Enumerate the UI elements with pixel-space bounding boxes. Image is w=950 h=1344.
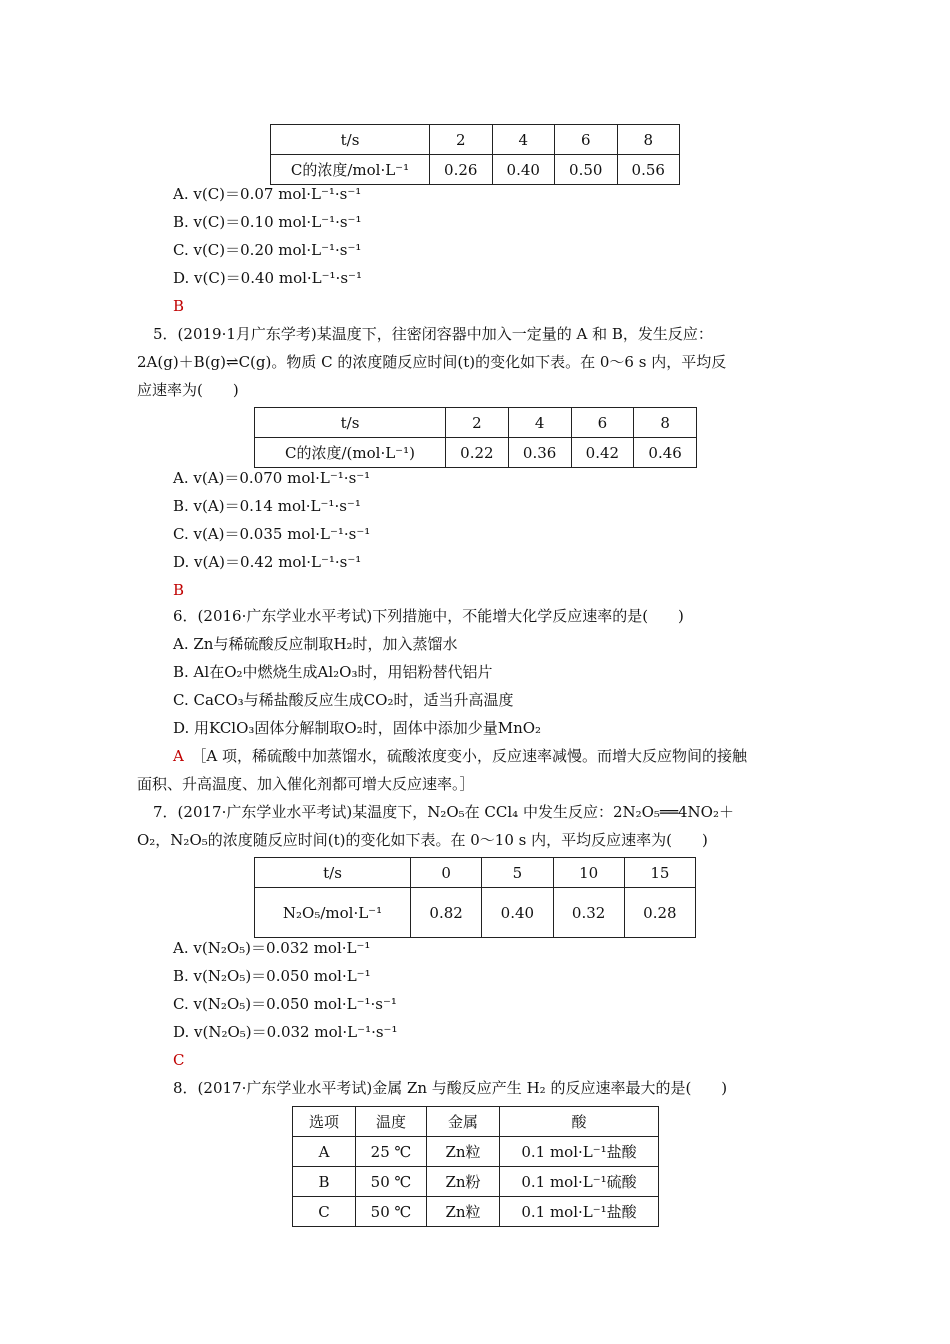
- q5-t: 4: [508, 408, 571, 438]
- q7-value: 0.28: [624, 888, 695, 938]
- q4-row-label: C的浓度/mol·L⁻¹: [271, 155, 430, 185]
- q8-cell: 25 ℃: [356, 1137, 427, 1167]
- q5-option-b: B. v(A)＝0.14 mol·L⁻¹·s⁻¹: [173, 497, 361, 515]
- q5-stem-1: 5．(2019·1月广东学考)某温度下，往密闭容器中加入一定量的 A 和 B，发生反应：: [153, 325, 713, 343]
- q8-cell: B: [293, 1167, 356, 1197]
- q7-answer: C: [173, 1051, 185, 1069]
- q7-stem-2: O₂，N₂O₅的浓度随反应时间(t)的变化如下表。在 0～10 s 内，平均反应速率为( ): [137, 831, 708, 849]
- q7-t: 0: [411, 858, 482, 888]
- q5-answer: B: [173, 581, 185, 599]
- q8-cell: 50 ℃: [356, 1197, 427, 1227]
- q5-t: 8: [634, 408, 697, 438]
- q6-stem: 6．(2016·广东学业水平考试)下列措施中，不能增大化学反应速率的是( ): [173, 607, 684, 625]
- q4-t: 2: [430, 125, 493, 155]
- q8-header: 温度: [356, 1107, 427, 1137]
- q7-option-a: A. v(N₂O₅)＝0.032 mol·L⁻¹: [173, 939, 371, 957]
- q7-t: 10: [553, 858, 624, 888]
- q8-cell: 0.1 mol·L⁻¹硫酸: [500, 1167, 659, 1197]
- q7-table-head: t/s: [255, 858, 411, 888]
- q4-value: 0.50: [555, 155, 618, 185]
- q4-option-d: D. v(C)＝0.40 mol·L⁻¹·s⁻¹: [173, 269, 362, 287]
- q8-cell: Zn粒: [427, 1197, 500, 1227]
- q5-value: 0.46: [634, 438, 697, 468]
- q5-option-a: A. v(A)＝0.070 mol·L⁻¹·s⁻¹: [173, 469, 371, 487]
- q8-table: [292, 1106, 659, 1227]
- q5-value: 0.22: [446, 438, 509, 468]
- q8-header: 选项: [293, 1107, 356, 1137]
- q7-t: 5: [482, 858, 553, 888]
- q7-value: 0.82: [411, 888, 482, 938]
- q5-option-c: C. v(A)＝0.035 mol·L⁻¹·s⁻¹: [173, 525, 371, 543]
- q6-explanation-line-1: [173, 746, 747, 766]
- q4-value: 0.40: [492, 155, 555, 185]
- q7-option-b: B. v(N₂O₅)＝0.050 mol·L⁻¹: [173, 967, 371, 985]
- q8-stem: 8．(2017·广东学业水平考试)金属 Zn 与酸反应产生 H₂ 的反应速率最大的是( ): [173, 1079, 728, 1097]
- q7-table: [254, 857, 696, 938]
- q8-cell: Zn粉: [427, 1167, 500, 1197]
- q4-t: 8: [617, 125, 680, 155]
- q8-cell: Zn粒: [427, 1137, 500, 1167]
- q5-t: 2: [446, 408, 509, 438]
- q5-t: 6: [571, 408, 634, 438]
- q8-cell: 50 ℃: [356, 1167, 427, 1197]
- q4-answer: B: [173, 297, 185, 315]
- q5-row-label: C的浓度/(mol·L⁻¹): [255, 438, 446, 468]
- q8-header: 酸: [500, 1107, 659, 1137]
- q4-option-b: B. v(C)＝0.10 mol·L⁻¹·s⁻¹: [173, 213, 362, 231]
- q4-table: [270, 124, 680, 185]
- q7-t: 15: [624, 858, 695, 888]
- q6-option-a: A. Zn与稀硫酸反应制取H₂时，加入蒸馏水: [173, 635, 458, 653]
- q4-option-a: A. v(C)＝0.07 mol·L⁻¹·s⁻¹: [173, 185, 362, 203]
- q4-table-head: t/s: [271, 125, 430, 155]
- q7-row-label: N₂O₅/mol·L⁻¹: [255, 888, 411, 938]
- q6-option-b: B. Al在O₂中燃烧生成Al₂O₃时，用铝粉替代铝片: [173, 663, 493, 681]
- q5-stem-3: 应速率为( ): [137, 381, 239, 399]
- q6-explain-1: ［A 项，稀硫酸中加蒸馏水，硫酸浓度变小，反应速率减慢。而增大反应物间的接触: [198, 747, 747, 765]
- q6-explain-2: 面积、升高温度、加入催化剂都可增大反应速率。］: [137, 775, 475, 793]
- q8-cell: 0.1 mol·L⁻¹盐酸: [500, 1197, 659, 1227]
- q8-cell: A: [293, 1137, 356, 1167]
- q6-option-c: C. CaCO₃与稀盐酸反应生成CO₂时，适当升高温度: [173, 691, 514, 709]
- q5-table: [254, 407, 697, 468]
- q8-cell: C: [293, 1197, 356, 1227]
- q6-answer: A: [173, 747, 184, 765]
- q5-option-d: D. v(A)＝0.42 mol·L⁻¹·s⁻¹: [173, 553, 362, 571]
- q4-t: 4: [492, 125, 555, 155]
- q7-value: 0.40: [482, 888, 553, 938]
- q4-value: 0.56: [617, 155, 680, 185]
- q4-t: 6: [555, 125, 618, 155]
- q5-value: 0.42: [571, 438, 634, 468]
- q7-stem-1: 7．(2017·广东学业水平考试)某温度下，N₂O₅在 CCl₄ 中发生反应：2N₂O₅══4NO₂＋: [153, 803, 734, 821]
- q8-header: 金属: [427, 1107, 500, 1137]
- q5-value: 0.36: [508, 438, 571, 468]
- q7-option-c: C. v(N₂O₅)＝0.050 mol·L⁻¹·s⁻¹: [173, 995, 397, 1013]
- q4-value: 0.26: [430, 155, 493, 185]
- q5-stem-2: 2A(g)＋B(g)⇌C(g)。物质 C 的浓度随反应时间(t)的变化如下表。在 0～6 s 内，平均反: [137, 353, 727, 371]
- q8-cell: 0.1 mol·L⁻¹盐酸: [500, 1137, 659, 1167]
- q6-option-d: D. 用KClO₃固体分解制取O₂时，固体中添加少量MnO₂: [173, 719, 542, 737]
- q4-option-c: C. v(C)＝0.20 mol·L⁻¹·s⁻¹: [173, 241, 362, 259]
- q7-value: 0.32: [553, 888, 624, 938]
- q5-table-head: t/s: [255, 408, 446, 438]
- q7-option-d: D. v(N₂O₅)＝0.032 mol·L⁻¹·s⁻¹: [173, 1023, 398, 1041]
